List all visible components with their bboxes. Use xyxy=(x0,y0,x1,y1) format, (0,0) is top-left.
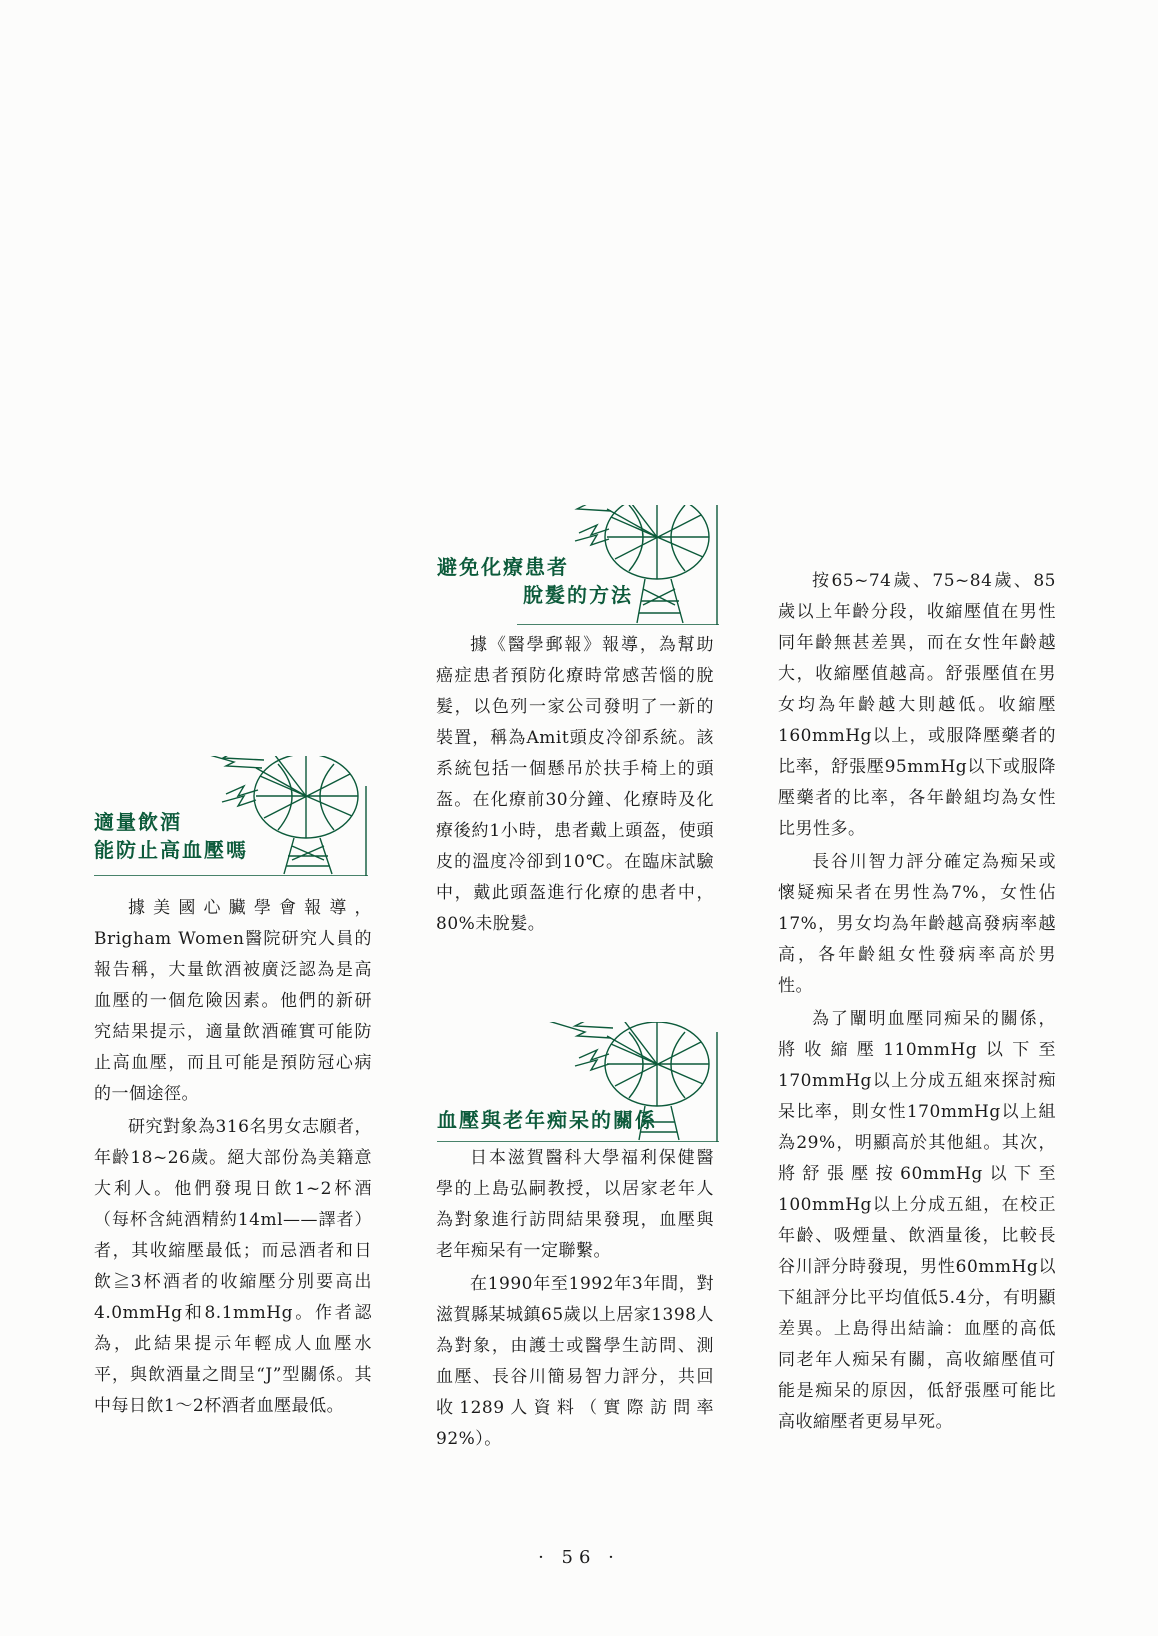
column-right xyxy=(778,566,1056,1438)
article-paragraph: 據美國心臟學會報導，Brigham Women醫院研究人員的報告稱，大量飲酒被廣泛認為是高血壓的一個危險因素。他們的新研究結果提示，適量飲酒確實可能防止高血壓，而且可能是預防冠心病的一個途徑。 xyxy=(94,898,372,1104)
column-left xyxy=(94,893,372,1422)
article-paragraph: 長谷川智力評分確定為痴呆或懷疑痴呆者在男性為7%，女性佔17%，男女均為年齡越高發病率越高，各年齡組女性發病率高於男性。 xyxy=(778,852,1056,996)
article-paragraph: 在1990年至1992年3年間，對滋賀縣某城鎮65歲以上居家1398人為對象，由護士或醫學生訪問、測血壓、長谷川簡易智力評分，共回收1289人資料（實際訪問率92%）。 xyxy=(436,1274,714,1449)
article-paragraph: 據《醫學郵報》報導，為幫助癌症患者預防化療時常感苦惱的脫髮，以色列一家公司發明了一新的裝置，稱為Amit頭皮冷卻系統。該系統包括一個懸吊於扶手椅上的頭盔。在化療前30分鐘、化療時及化療後約1小時，患者戴上頭盔，使頭皮的溫度冷卻到10℃。在臨床試驗中，戴此頭盔進行化療的患者中，80%未脫髮。 xyxy=(436,635,714,934)
article-title-line: 避免化療患者 xyxy=(437,555,569,579)
article-title-line: 能防止高血壓嗎 xyxy=(94,838,248,862)
article-paragraph: 按65~74歲、75~84歲、85歲以上年齡分段，收縮壓值在男性同年齡無甚差異，而在女性年齡越大，收縮壓值越高。舒張壓值在男女均為年齡越大則越低。收縮壓160mmHg以上，或服降壓藥者的比率，舒張壓95mmHg以下或服降壓藥者的比率，各年齡組均為女性比男性多。 xyxy=(778,571,1056,839)
article-paragraph: 日本滋賀醫科大學福利保健醫學的上島弘嗣教授，以居家老年人為對象進行訪問結果發現，血壓與老年痴呆有一定聯繫。 xyxy=(436,1148,714,1261)
page-number: · 56 · xyxy=(538,1547,620,1568)
article-header-1 xyxy=(88,756,378,876)
article-title-line: 脫髮的方法 xyxy=(523,583,633,607)
article-paragraph: 研究對象為316名男女志願者，年齡18~26歲。絕大部份為美籍意大利人。他們發現日飲1~2杯酒（每杯含純酒精約14ml——譯者）者，其收縮壓最低；而忌酒者和日飲≧3杯酒者的收縮壓分別要高出4.0mmHg和8.1mmHg。作者認為，此結果提示年輕成人血壓水平，與飲酒量之間呈“J”型關係。其中每日飲1～2杯酒者血壓最低。 xyxy=(94,1117,372,1416)
column-middle xyxy=(436,630,714,940)
article-header-3 xyxy=(437,1022,727,1142)
column-middle-lower xyxy=(436,1143,714,1455)
article-paragraph: 為了闡明血壓同痴呆的關係，將收縮壓110mmHg以下至170mmHg以上分成五組來探討痴呆比率，則女性170mmHg以上組為29%，明顯高於其他組。其次，將舒張壓按60mmHg以下至100mmHg以上分成五組，在校正年齡、吸煙量、飲酒量後，比較長谷川評分時發現，男性60mmHg以下組評分比平均值低5.4分，有明顯差異。上島得出結論：血壓的高低同老年人痴呆有關，高收縮壓值可能是痴呆的原因，低舒張壓可能比高收縮壓者更易早死。 xyxy=(778,1009,1056,1432)
article-title-line: 適量飲酒 xyxy=(94,810,182,834)
article-title-line: 血壓與老年痴呆的關係 xyxy=(437,1108,657,1132)
article-header-2 xyxy=(437,505,727,625)
